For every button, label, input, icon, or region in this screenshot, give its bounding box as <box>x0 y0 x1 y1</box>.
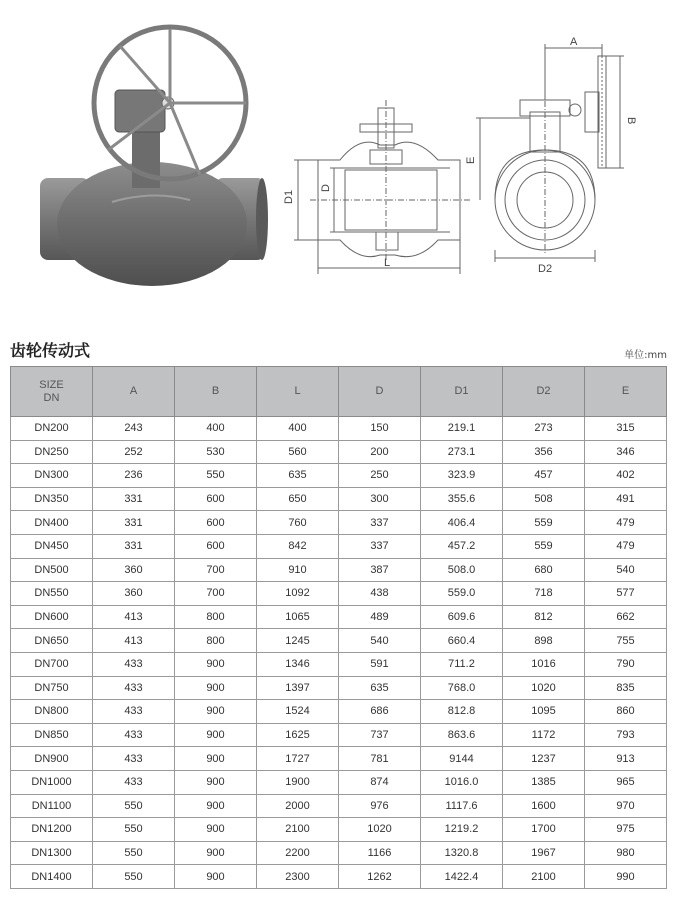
table-cell: 1166 <box>339 841 421 865</box>
table-cell: DN350 <box>11 487 93 511</box>
table-row <box>11 440 667 464</box>
table-cell: DN1000 <box>11 770 93 794</box>
table-cell: 650 <box>257 487 339 511</box>
header-b: B <box>175 367 257 417</box>
table-cell: 1967 <box>503 841 585 865</box>
table-cell: 1020 <box>339 818 421 842</box>
label-d1: D1 <box>283 189 295 204</box>
table-cell: 250 <box>339 464 421 488</box>
header-size-line1: SIZE <box>39 378 64 391</box>
label-a: A <box>570 36 578 48</box>
table-cell: 550 <box>93 794 175 818</box>
table-cell: 550 <box>93 865 175 889</box>
table-cell: 150 <box>339 417 421 441</box>
header-d1: D1 <box>421 367 503 417</box>
table-cell: 433 <box>93 770 175 794</box>
table-cell: 1092 <box>257 582 339 606</box>
table-cell: DN400 <box>11 511 93 535</box>
table-cell: 1900 <box>257 770 339 794</box>
table-cell: 737 <box>339 723 421 747</box>
table-cell: 219.1 <box>421 417 503 441</box>
table-cell: 559 <box>503 511 585 535</box>
table-cell: 457 <box>503 464 585 488</box>
table-cell: 900 <box>175 676 257 700</box>
table-header-row <box>11 367 667 417</box>
table-cell: 1385 <box>503 770 585 794</box>
table-cell: 1397 <box>257 676 339 700</box>
table-cell: 236 <box>93 464 175 488</box>
table-cell: 1700 <box>503 818 585 842</box>
table-cell: 835 <box>585 676 667 700</box>
header-d: D <box>339 367 421 417</box>
table-cell: 273.1 <box>421 440 503 464</box>
table-cell: 9144 <box>421 747 503 771</box>
table-row <box>11 464 667 488</box>
table-cell: 200 <box>339 440 421 464</box>
table-cell: 540 <box>339 629 421 653</box>
table-cell: DN1100 <box>11 794 93 818</box>
table-row <box>11 534 667 558</box>
table-cell: 560 <box>257 440 339 464</box>
table-row <box>11 558 667 582</box>
table-cell: 965 <box>585 770 667 794</box>
table-cell: 662 <box>585 605 667 629</box>
table-cell: 1320.8 <box>421 841 503 865</box>
table-cell: 1262 <box>339 865 421 889</box>
table-cell: 874 <box>339 770 421 794</box>
table-cell: 438 <box>339 582 421 606</box>
label-d2: D2 <box>538 263 553 275</box>
table-cell: 559 <box>503 534 585 558</box>
table-cell: 1016.0 <box>421 770 503 794</box>
table-cell: 433 <box>93 676 175 700</box>
table-cell: 700 <box>175 558 257 582</box>
table-cell: DN900 <box>11 747 93 771</box>
table-cell: 433 <box>93 700 175 724</box>
table-cell: 660.4 <box>421 629 503 653</box>
label-b: B <box>625 117 637 125</box>
table-cell: 360 <box>93 582 175 606</box>
table-cell: 402 <box>585 464 667 488</box>
table-cell: 1237 <box>503 747 585 771</box>
table-cell: 609.6 <box>421 605 503 629</box>
table-row <box>11 487 667 511</box>
header-size <box>11 367 93 417</box>
table-cell: 900 <box>175 652 257 676</box>
table-cell: 331 <box>93 511 175 535</box>
figures-area <box>0 0 677 300</box>
table-cell: 337 <box>339 534 421 558</box>
table-cell: 550 <box>175 464 257 488</box>
table-cell: 323.9 <box>421 464 503 488</box>
table-cell: 356 <box>503 440 585 464</box>
table-cell: 413 <box>93 629 175 653</box>
table-cell: 863.6 <box>421 723 503 747</box>
table-cell: 1016 <box>503 652 585 676</box>
table-cell: 980 <box>585 841 667 865</box>
table-cell: 635 <box>339 676 421 700</box>
table-cell: 1727 <box>257 747 339 771</box>
section-title: 齿轮传动式 <box>10 341 91 360</box>
label-d: D <box>320 184 332 192</box>
table-cell: DN750 <box>11 676 93 700</box>
table-cell: DN450 <box>11 534 93 558</box>
table-cell: 635 <box>257 464 339 488</box>
header-size-line2: DN <box>43 391 60 404</box>
table-cell: 900 <box>175 794 257 818</box>
table-cell: 800 <box>175 605 257 629</box>
table-cell: 2100 <box>257 818 339 842</box>
table-cell: 755 <box>585 629 667 653</box>
table-cell: 1219.2 <box>421 818 503 842</box>
table-row <box>11 865 667 889</box>
unit-label: 单位:mm <box>624 350 667 361</box>
spec-table <box>10 366 667 889</box>
table-cell: DN700 <box>11 652 93 676</box>
table-cell: 2100 <box>503 865 585 889</box>
header-e: E <box>585 367 667 417</box>
header-d2: D2 <box>503 367 585 417</box>
table-cell: 900 <box>175 700 257 724</box>
table-cell: 433 <box>93 723 175 747</box>
table-row <box>11 652 667 676</box>
table-cell: 1095 <box>503 700 585 724</box>
table-cell: 2200 <box>257 841 339 865</box>
table-cell: DN1200 <box>11 818 93 842</box>
table-cell: 975 <box>585 818 667 842</box>
table-cell: 976 <box>339 794 421 818</box>
table-cell: 331 <box>93 534 175 558</box>
table-cell: 457.2 <box>421 534 503 558</box>
table-cell: 1117.6 <box>421 794 503 818</box>
table-row <box>11 676 667 700</box>
table-cell: 550 <box>93 818 175 842</box>
table-cell: 243 <box>93 417 175 441</box>
table-cell: 530 <box>175 440 257 464</box>
table-cell: 540 <box>585 558 667 582</box>
table-cell: 360 <box>93 558 175 582</box>
table-cell: 860 <box>585 700 667 724</box>
header-a: A <box>93 367 175 417</box>
table-row <box>11 605 667 629</box>
table-cell: 718 <box>503 582 585 606</box>
table-row <box>11 770 667 794</box>
table-cell: 400 <box>257 417 339 441</box>
table-cell: DN650 <box>11 629 93 653</box>
table-row <box>11 511 667 535</box>
side-view-drawing <box>0 0 677 300</box>
table-cell: 600 <box>175 534 257 558</box>
table-cell: 346 <box>585 440 667 464</box>
table-cell: 1625 <box>257 723 339 747</box>
table-cell: 700 <box>175 582 257 606</box>
table-cell: DN600 <box>11 605 93 629</box>
table-cell: 842 <box>257 534 339 558</box>
table-cell: DN300 <box>11 464 93 488</box>
table-cell: 300 <box>339 487 421 511</box>
table-cell: 913 <box>585 747 667 771</box>
table-cell: 491 <box>585 487 667 511</box>
table-cell: 790 <box>585 652 667 676</box>
table-cell: DN1400 <box>11 865 93 889</box>
table-cell: 711.2 <box>421 652 503 676</box>
table-cell: 781 <box>339 747 421 771</box>
table-row <box>11 629 667 653</box>
table-row <box>11 794 667 818</box>
table-cell: DN550 <box>11 582 93 606</box>
table-cell: 812 <box>503 605 585 629</box>
table-cell: 413 <box>93 605 175 629</box>
table-cell: 600 <box>175 511 257 535</box>
table-cell: 591 <box>339 652 421 676</box>
table-cell: 1524 <box>257 700 339 724</box>
table-cell: 1065 <box>257 605 339 629</box>
table-cell: 508.0 <box>421 558 503 582</box>
table-cell: 2300 <box>257 865 339 889</box>
table-cell: 479 <box>585 534 667 558</box>
table-cell: 900 <box>175 747 257 771</box>
label-e: E <box>465 156 477 164</box>
label-l: L <box>384 257 391 269</box>
table-cell: 2000 <box>257 794 339 818</box>
table-body <box>11 417 667 889</box>
table-cell: 1346 <box>257 652 339 676</box>
table-cell: 1172 <box>503 723 585 747</box>
table-cell: 433 <box>93 652 175 676</box>
table-cell: 355.6 <box>421 487 503 511</box>
table-cell: 252 <box>93 440 175 464</box>
table-row <box>11 841 667 865</box>
table-cell: 793 <box>585 723 667 747</box>
table-cell: 433 <box>93 747 175 771</box>
table-cell: 900 <box>175 723 257 747</box>
table-cell: 577 <box>585 582 667 606</box>
table-cell: 800 <box>175 629 257 653</box>
table-cell: 768.0 <box>421 676 503 700</box>
table-cell: 760 <box>257 511 339 535</box>
table-cell: 337 <box>339 511 421 535</box>
table-cell: 406.4 <box>421 511 503 535</box>
table-cell: 600 <box>175 487 257 511</box>
table-cell: 686 <box>339 700 421 724</box>
table-cell: 1600 <box>503 794 585 818</box>
table-cell: 559.0 <box>421 582 503 606</box>
table-cell: 479 <box>585 511 667 535</box>
table-cell: DN250 <box>11 440 93 464</box>
table-row <box>11 417 667 441</box>
table-cell: 970 <box>585 794 667 818</box>
table-row <box>11 700 667 724</box>
table-row <box>11 747 667 771</box>
table-row <box>11 582 667 606</box>
table-cell: DN850 <box>11 723 93 747</box>
table-cell: 900 <box>175 818 257 842</box>
table-cell: 550 <box>93 841 175 865</box>
table-cell: 331 <box>93 487 175 511</box>
header-l: L <box>257 367 339 417</box>
table-cell: 680 <box>503 558 585 582</box>
table-cell: DN200 <box>11 417 93 441</box>
table-cell: 315 <box>585 417 667 441</box>
table-cell: 1245 <box>257 629 339 653</box>
table-cell: DN500 <box>11 558 93 582</box>
table-cell: 1422.4 <box>421 865 503 889</box>
table-row <box>11 723 667 747</box>
table-cell: 812.8 <box>421 700 503 724</box>
table-cell: 900 <box>175 865 257 889</box>
table-cell: 900 <box>175 770 257 794</box>
table-cell: DN800 <box>11 700 93 724</box>
table-row <box>11 818 667 842</box>
table-cell: 400 <box>175 417 257 441</box>
table-cell: 273 <box>503 417 585 441</box>
table-cell: 898 <box>503 629 585 653</box>
table-cell: 1020 <box>503 676 585 700</box>
table-cell: 900 <box>175 841 257 865</box>
table-cell: 990 <box>585 865 667 889</box>
table-cell: 387 <box>339 558 421 582</box>
table-cell: DN1300 <box>11 841 93 865</box>
table-cell: 910 <box>257 558 339 582</box>
table-cell: 489 <box>339 605 421 629</box>
table-cell: 508 <box>503 487 585 511</box>
